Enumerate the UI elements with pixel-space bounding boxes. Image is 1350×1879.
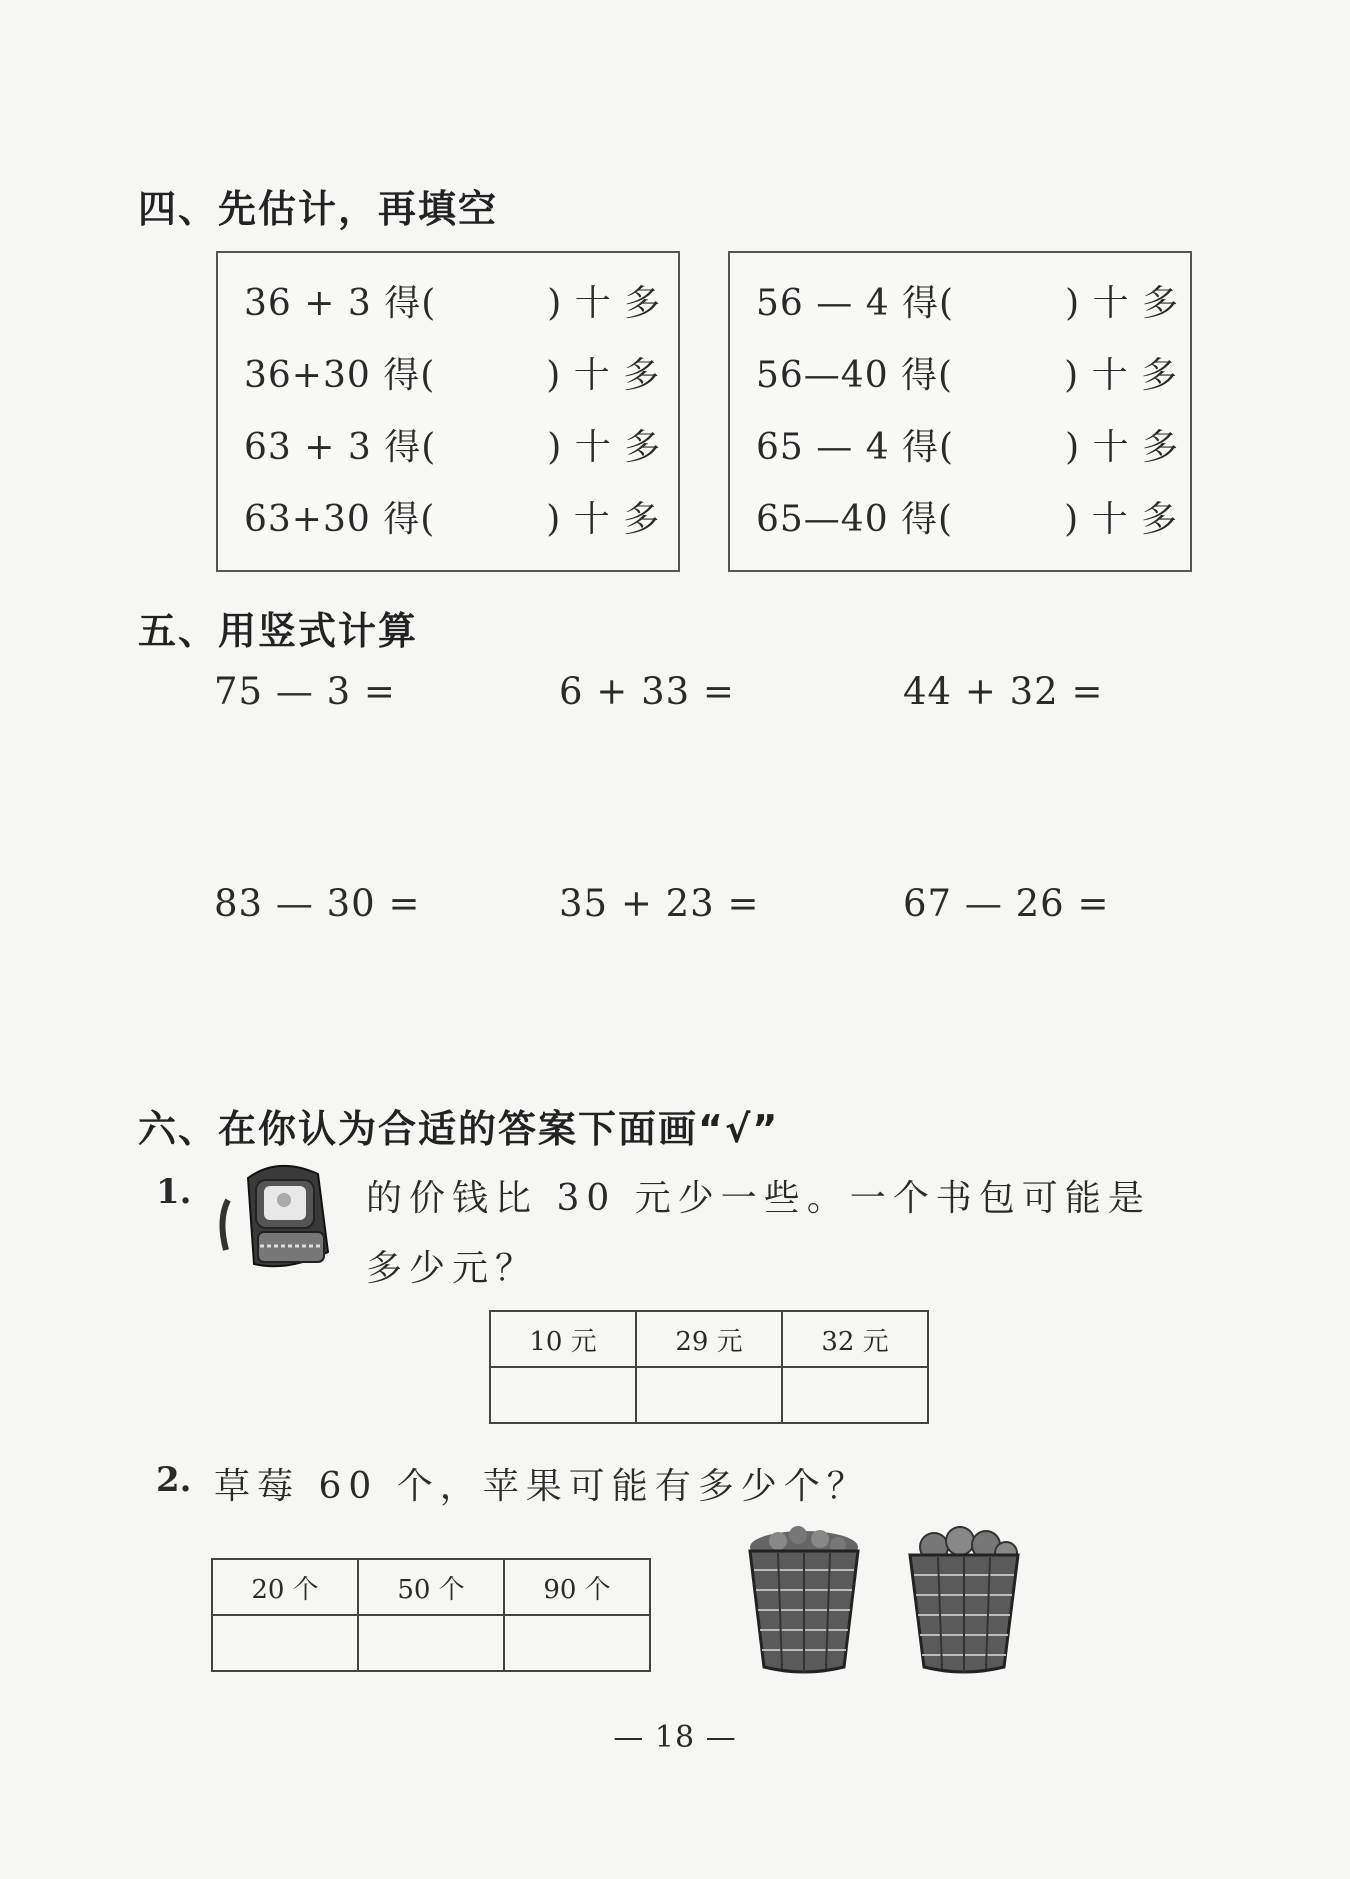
estimate-item: 63 + 3 得( ) 十 多 — [244, 427, 662, 468]
answer-cell[interactable] — [782, 1367, 928, 1423]
question-2-text: 草莓 60 个，苹果可能有多少个？ — [214, 1466, 870, 1507]
strawberry-basket-illustration — [738, 1525, 870, 1675]
option-cell: 10 元 — [490, 1311, 636, 1367]
equation: 35 + 23 = — [559, 882, 760, 925]
option-cell: 50 个 — [358, 1559, 504, 1615]
option-cell: 29 元 — [636, 1311, 782, 1367]
page-number: — 18 — — [613, 1720, 737, 1755]
option-cell: 20 个 — [212, 1559, 358, 1615]
equation: 83 — 30 = — [214, 882, 421, 925]
estimate-item: 65 — 4 得( ) 十 多 — [756, 427, 1180, 468]
section-4-title: 四、先估计，再填空 — [138, 187, 499, 231]
section-5-title: 五、用竖式计算 — [138, 609, 419, 653]
equation: 75 — 3 = — [214, 670, 396, 713]
question-1-line-2: 多少元？ — [366, 1248, 539, 1289]
question-2-number: 2. — [156, 1460, 192, 1500]
answer-cell[interactable] — [212, 1615, 358, 1671]
equation: 44 + 32 = — [903, 670, 1104, 713]
estimate-item: 36+30 得( ) 十 多 — [244, 355, 661, 396]
section-6-title: 六、在你认为合适的答案下面画“√” — [138, 1107, 780, 1151]
question-2-answer-table — [211, 1558, 651, 1672]
question-1-answer-table — [489, 1310, 929, 1424]
question-1-number: 1. — [156, 1172, 192, 1212]
estimate-item: 56 — 4 得( ) 十 多 — [756, 283, 1180, 324]
answer-cell[interactable] — [504, 1615, 650, 1671]
option-cell: 32 元 — [782, 1311, 928, 1367]
estimate-item: 56—40 得( ) 十 多 — [756, 355, 1179, 396]
estimate-item: 36 + 3 得( ) 十 多 — [244, 283, 662, 324]
equation: 6 + 33 = — [559, 670, 735, 713]
answer-cell[interactable] — [636, 1367, 782, 1423]
estimate-box-left — [216, 251, 680, 572]
estimate-box-right — [728, 251, 1192, 572]
question-1-line-1: 的价钱比 30 元少一些。一个书包可能是 — [366, 1178, 1151, 1219]
option-cell: 90 个 — [504, 1559, 650, 1615]
answer-cell[interactable] — [490, 1367, 636, 1423]
backpack-illustration — [208, 1160, 348, 1280]
estimate-item: 63+30 得( ) 十 多 — [244, 499, 661, 540]
answer-cell[interactable] — [358, 1615, 504, 1671]
equation: 67 — 26 = — [903, 882, 1110, 925]
apple-basket-illustration — [898, 1525, 1030, 1675]
estimate-item: 65—40 得( ) 十 多 — [756, 499, 1179, 540]
